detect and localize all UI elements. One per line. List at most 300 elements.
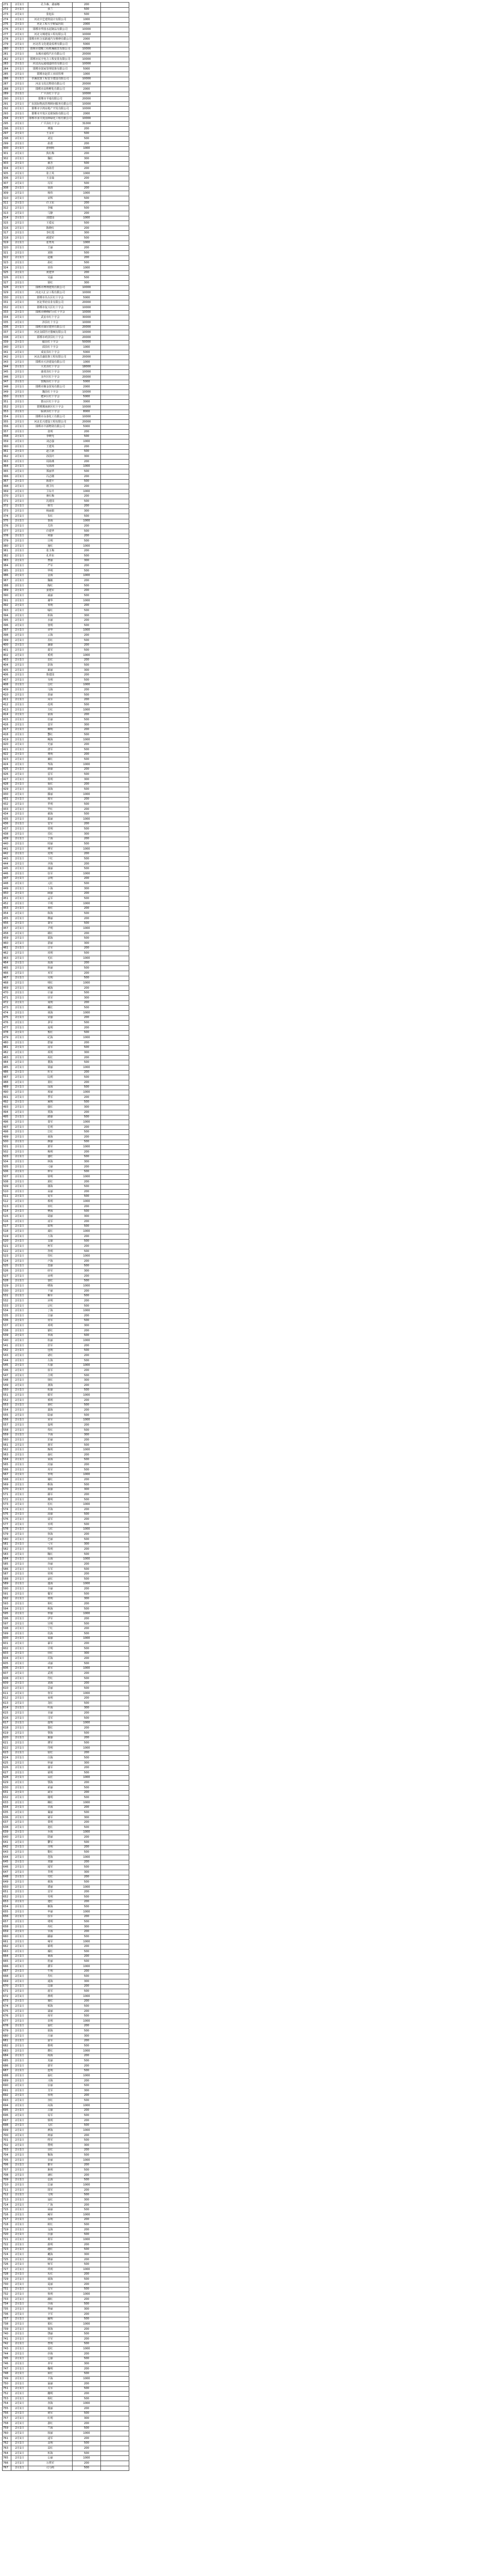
remark <box>101 1781 129 1786</box>
remark <box>101 295 129 300</box>
row-number: 755 <box>3 2406 11 2412</box>
donor-name: 邵海 <box>28 936 73 941</box>
table-row <box>3 1562 129 1567</box>
remark <box>101 2054 129 2059</box>
table-row <box>3 1155 129 1160</box>
donation-date: 2月1日 <box>11 380 28 385</box>
donor-name: 连明 <box>28 2069 73 2074</box>
donation-amount: 200 <box>73 1289 101 1294</box>
donation-date: 2月1日 <box>11 1343 28 1348</box>
donation-amount: 1000 <box>73 2347 101 2352</box>
donation-date: 2月1日 <box>11 1602 28 1607</box>
donation-amount: 200 <box>73 688 101 693</box>
donor-name: 谈海 <box>28 1011 73 1016</box>
donation-amount: 200 <box>73 226 101 231</box>
donor-name: 符红 <box>28 1676 73 1681</box>
remark <box>101 191 129 196</box>
row-number: 322 <box>3 256 11 261</box>
donor-name: 卓海 <box>28 1805 73 1810</box>
row-number: 588 <box>3 1577 11 1582</box>
donation-amount: 500 <box>73 812 101 817</box>
ledger-body <box>3 3 129 2471</box>
donation-amount: 200 <box>73 1984 101 1989</box>
donor-name: 甄明 <box>28 1448 73 1453</box>
table-row <box>3 2223 129 2228</box>
donation-amount: 300 <box>73 2198 101 2203</box>
table-row <box>3 22 129 27</box>
donation-amount: 500 <box>73 196 101 201</box>
donor-name: 邯山区红十字会 <box>28 400 73 405</box>
donation-date: 2月1日 <box>11 2118 28 2123</box>
donation-date: 2月1日 <box>11 107 28 112</box>
row-number: 343 <box>3 360 11 365</box>
donation-amount: 10000 <box>73 101 101 107</box>
donor-name: 张兰 <box>28 7 73 12</box>
remark <box>101 166 129 172</box>
table-row <box>3 544 129 549</box>
row-number: 649 <box>3 1880 11 1885</box>
donation-date: 2月1日 <box>11 2108 28 2113</box>
donation-amount: 500 <box>73 1224 101 1229</box>
donor-name: 滑红 <box>28 1403 73 1408</box>
donor-name: 家海 <box>28 1458 73 1463</box>
donation-date: 2月1日 <box>11 350 28 355</box>
remark <box>101 1756 129 1761</box>
remark <box>101 2059 129 2064</box>
remark <box>101 2312 129 2317</box>
table-row <box>3 1224 129 1229</box>
remark <box>101 37 129 42</box>
donation-amount: 200 <box>73 151 101 157</box>
donation-amount: 200 <box>73 861 101 867</box>
donation-amount: 50000 <box>73 340 101 345</box>
remark <box>101 2257 129 2262</box>
donor-name: 万俟军 <box>28 2461 73 2466</box>
donation-date: 2月1日 <box>11 1984 28 1989</box>
row-number: 446 <box>3 872 11 877</box>
donor-name: 傅军 <box>28 846 73 852</box>
table-row <box>3 270 129 276</box>
donation-date: 2月1日 <box>11 668 28 673</box>
table-row <box>3 1040 129 1045</box>
donor-name: 廖海 <box>28 2128 73 2133</box>
remark <box>101 926 129 931</box>
donor-name: 羿明 <box>28 1472 73 1478</box>
donation-amount: 200 <box>73 1329 101 1334</box>
donation-amount: 200 <box>73 2024 101 2029</box>
donation-amount: 500 <box>73 221 101 226</box>
table-row <box>3 87 129 92</box>
row-number: 374 <box>3 514 11 519</box>
row-number: 599 <box>3 1632 11 1637</box>
remark <box>101 767 129 772</box>
donation-date: 2月1日 <box>11 2223 28 2228</box>
row-number: 411 <box>3 698 11 703</box>
table-row <box>3 727 129 733</box>
donor-name: 古丽 <box>28 2108 73 2113</box>
donation-amount: 10000 <box>73 310 101 315</box>
row-number: 673 <box>3 1999 11 2004</box>
donation-date: 2月1日 <box>11 1274 28 1279</box>
donor-name: 赖红 <box>28 1800 73 1805</box>
donation-amount: 5000 <box>73 42 101 47</box>
donation-date: 2月1日 <box>11 1805 28 1810</box>
remark <box>101 1984 129 1989</box>
row-number: 636 <box>3 1815 11 1820</box>
table-row <box>3 1517 129 1522</box>
row-number: 430 <box>3 792 11 797</box>
remark <box>101 1190 129 1195</box>
table-row <box>3 1398 129 1403</box>
donation-amount: 200 <box>73 1835 101 1840</box>
donor-name: 赵立新 <box>28 449 73 454</box>
donation-amount: 500 <box>73 206 101 211</box>
table-row <box>3 156 129 161</box>
donation-amount: 200 <box>73 1944 101 1950</box>
donation-date: 2月1日 <box>11 1194 28 1199</box>
remark <box>101 2039 129 2044</box>
donation-amount: 200 <box>73 1900 101 1905</box>
donation-date: 2月1日 <box>11 1885 28 1890</box>
row-number: 759 <box>3 2426 11 2431</box>
table-row <box>3 2069 129 2074</box>
donation-date: 2月1日 <box>11 2396 28 2401</box>
donor-name: 全丽 <box>28 1587 73 1592</box>
donation-date: 2月1日 <box>11 1830 28 1835</box>
donation-amount: 2000 <box>73 37 101 42</box>
row-number: 543 <box>3 1353 11 1359</box>
donation-amount: 500 <box>73 991 101 996</box>
table-row <box>3 951 129 956</box>
donor-name: 霍明 <box>28 1224 73 1229</box>
table-row <box>3 32 129 37</box>
donation-amount: 500 <box>73 1060 101 1065</box>
donation-date: 2月1日 <box>11 1751 28 1756</box>
donation-date: 2月1日 <box>11 67 28 72</box>
donation-date: 2月1日 <box>11 762 28 768</box>
donor-name: 双丽 <box>28 1860 73 1865</box>
remark <box>101 1050 129 1056</box>
donation-date: 2月1日 <box>11 419 28 425</box>
donation-amount: 200 <box>73 876 101 882</box>
table-row <box>3 1030 129 1036</box>
donor-name: 临漳县红十字会 <box>28 410 73 415</box>
table-row <box>3 1522 129 1528</box>
table-row <box>3 127 129 132</box>
donor-name: 富军 <box>28 1517 73 1522</box>
donation-date: 2月1日 <box>11 1135 28 1140</box>
donation-amount: 500 <box>73 1358 101 1363</box>
donor-name: 牧明 <box>28 1547 73 1552</box>
donation-amount: 300 <box>73 1760 101 1766</box>
table-row <box>3 1706 129 1711</box>
row-number: 537 <box>3 1324 11 1329</box>
donor-name: 盛红 <box>28 1155 73 1160</box>
row-number: 394 <box>3 613 11 618</box>
remark <box>101 1805 129 1810</box>
row-number: 692 <box>3 2093 11 2098</box>
remark <box>101 1612 129 1617</box>
row-number: 734 <box>3 2302 11 2307</box>
remark <box>101 2158 129 2163</box>
row-number: 640 <box>3 1835 11 1840</box>
table-row <box>3 300 129 306</box>
donation-date: 2月1日 <box>11 991 28 996</box>
remark <box>101 916 129 921</box>
remark <box>101 1299 129 1304</box>
donation-amount: 500 <box>73 1428 101 1433</box>
donation-amount: 1000 <box>73 872 101 877</box>
donor-name: 崔军 <box>28 1368 73 1374</box>
donation-amount: 200 <box>73 767 101 772</box>
row-number: 695 <box>3 2108 11 2113</box>
donor-name: 魏县红十字会 <box>28 389 73 395</box>
donor-name: 习海 <box>28 2078 73 2083</box>
donation-amount: 200 <box>73 564 101 569</box>
donation-amount: 200 <box>73 603 101 608</box>
table-row <box>3 449 129 454</box>
row-number: 481 <box>3 1045 11 1050</box>
remark <box>101 97 129 102</box>
donation-date: 2月1日 <box>11 2392 28 2397</box>
donor-name: 曲红 <box>28 1453 73 1458</box>
donor-name: 云海 <box>28 633 73 638</box>
table-row <box>3 2113 129 2119</box>
remark <box>101 1537 129 1542</box>
remark <box>101 1428 129 1433</box>
donation-date: 2月1日 <box>11 1482 28 1487</box>
table-row <box>3 1001 129 1006</box>
remark <box>101 17 129 22</box>
donor-name: 干丽 <box>28 1289 73 1294</box>
table-row <box>3 2252 129 2258</box>
donation-date: 2月1日 <box>11 996 28 1001</box>
donor-name: 王永军 <box>28 131 73 137</box>
donor-name: 贲军 <box>28 1318 73 1324</box>
donation-amount: 200 <box>73 1423 101 1428</box>
donation-amount: 200 <box>73 931 101 936</box>
row-number: 653 <box>3 1900 11 1905</box>
table-row <box>3 876 129 882</box>
remark <box>101 1676 129 1681</box>
donation-amount: 30000 <box>73 315 101 320</box>
row-number: 291 <box>3 101 11 107</box>
remark <box>101 996 129 1001</box>
remark <box>101 449 129 454</box>
donation-date: 2月1日 <box>11 767 28 772</box>
table-row <box>3 231 129 236</box>
remark <box>101 2223 129 2228</box>
remark <box>101 127 129 132</box>
donation-amount: 500 <box>73 1403 101 1408</box>
table-row <box>3 1626 129 1632</box>
donation-amount: 500 <box>73 842 101 847</box>
row-number: 548 <box>3 1378 11 1383</box>
donation-date: 2月1日 <box>11 2113 28 2119</box>
row-number: 624 <box>3 1756 11 1761</box>
remark <box>101 1865 129 1870</box>
remark <box>101 2386 129 2392</box>
table-row <box>3 295 129 300</box>
donation-date: 2月1日 <box>11 2143 28 2148</box>
row-number: 510 <box>3 1190 11 1195</box>
table-row <box>3 1726 129 1731</box>
table-row <box>3 375 129 380</box>
row-number: 693 <box>3 2098 11 2104</box>
row-number: 325 <box>3 270 11 276</box>
donation-amount: 10000 <box>73 57 101 62</box>
remark <box>101 57 129 62</box>
donation-amount: 200 <box>73 1805 101 1810</box>
donation-amount: 200 <box>73 1478 101 1483</box>
donation-date: 2月1日 <box>11 2451 28 2456</box>
donor-name: 熊红 <box>28 1030 73 1036</box>
donor-name: 别海 <box>28 2029 73 2034</box>
donor-name: 刁丽 <box>28 1164 73 1170</box>
table-row <box>3 1279 129 1284</box>
donation-amount: 200 <box>73 246 101 251</box>
donor-name: 扈军 <box>28 1989 73 1994</box>
remark <box>101 1289 129 1294</box>
remark <box>101 1199 129 1205</box>
donation-amount: 300 <box>73 1706 101 1711</box>
table-row <box>3 112 129 117</box>
donor-name: 邰明 <box>28 1771 73 1776</box>
remark <box>101 42 129 47</box>
donation-date: 2月1日 <box>11 1969 28 1974</box>
table-row <box>3 2242 129 2247</box>
row-number: 344 <box>3 365 11 370</box>
donation-date: 2月1日 <box>11 1234 28 1239</box>
donation-date: 2月1日 <box>11 1905 28 1910</box>
donor-name: 邱县红十字会 <box>28 345 73 350</box>
donation-amount: 300 <box>73 1269 101 1274</box>
table-row <box>3 1840 129 1845</box>
table-row <box>3 131 129 137</box>
table-row <box>3 1269 129 1274</box>
row-number: 615 <box>3 1711 11 1716</box>
donation-amount: 300 <box>73 558 101 564</box>
row-number: 578 <box>3 1527 11 1532</box>
row-number: 643 <box>3 1850 11 1855</box>
donation-date: 2月1日 <box>11 772 28 777</box>
row-number: 767 <box>3 2466 11 2471</box>
row-number: 511 <box>3 1194 11 1199</box>
row-number: 323 <box>3 261 11 266</box>
row-number: 686 <box>3 2063 11 2069</box>
remark <box>101 1562 129 1567</box>
row-number: 658 <box>3 1924 11 1929</box>
row-number: 416 <box>3 722 11 727</box>
table-row <box>3 1100 129 1105</box>
donation-date: 2月1日 <box>11 2446 28 2451</box>
donor-name: 冀红 <box>28 1999 73 2004</box>
donation-amount: 200 <box>73 946 101 951</box>
donation-date: 2月1日 <box>11 122 28 127</box>
table-row <box>3 1463 129 1468</box>
donor-name: 梁丽 <box>28 1065 73 1071</box>
remark <box>101 827 129 832</box>
table-row <box>3 673 129 678</box>
row-number: 672 <box>3 1994 11 1999</box>
remark <box>101 1835 129 1840</box>
row-number: 613 <box>3 1701 11 1706</box>
table-row <box>3 216 129 221</box>
remark <box>101 787 129 792</box>
donation-amount: 200 <box>73 1517 101 1522</box>
remark <box>101 1368 129 1374</box>
row-number: 764 <box>3 2451 11 2456</box>
table-row <box>3 1160 129 1165</box>
remark <box>101 1641 129 1647</box>
remark <box>101 598 129 603</box>
donor-name: 印明 <box>28 1745 73 1751</box>
donation-amount: 200 <box>73 742 101 748</box>
donation-date: 2月1日 <box>11 375 28 380</box>
remark <box>101 1060 129 1065</box>
row-number: 315 <box>3 221 11 226</box>
donor-name: 山海 <box>28 1557 73 1562</box>
remark <box>101 22 129 27</box>
row-number: 457 <box>3 926 11 931</box>
remark <box>101 1582 129 1587</box>
remark <box>101 752 129 757</box>
table-row <box>3 1935 129 1940</box>
row-number: 276 <box>3 27 11 32</box>
donor-name: 闻军 <box>28 1865 73 1870</box>
donation-amount: 500 <box>73 1373 101 1378</box>
remark <box>101 265 129 270</box>
donation-date: 2月1日 <box>11 519 28 524</box>
donation-date: 2月1日 <box>11 966 28 971</box>
donor-name: 文明 <box>28 2193 73 2198</box>
table-row <box>3 1944 129 1950</box>
row-number: 332 <box>3 306 11 311</box>
remark <box>101 707 129 713</box>
donor-name: 危明 <box>28 1125 73 1130</box>
row-number: 765 <box>3 2456 11 2461</box>
donation-date: 2月1日 <box>11 534 28 539</box>
donation-amount: 1000 <box>73 1145 101 1150</box>
donation-date: 2月1日 <box>11 131 28 137</box>
donation-date: 2月1日 <box>11 306 28 311</box>
table-row <box>3 1244 129 1249</box>
remark <box>101 956 129 961</box>
donation-date: 2月1日 <box>11 1075 28 1080</box>
remark <box>101 2143 129 2148</box>
table-row <box>3 1587 129 1592</box>
row-number: 552 <box>3 1398 11 1403</box>
donation-date: 2月1日 <box>11 658 28 663</box>
table-row <box>3 1403 129 1408</box>
donation-date: 2月1日 <box>11 514 28 519</box>
remark <box>101 1875 129 1880</box>
row-number: 662 <box>3 1944 11 1950</box>
row-number: 761 <box>3 2436 11 2441</box>
table-row <box>3 509 129 514</box>
row-number: 298 <box>3 137 11 142</box>
donation-date: 2月1日 <box>11 1606 28 1612</box>
table-row <box>3 7 129 12</box>
donation-date: 2月1日 <box>11 911 28 917</box>
remark <box>101 1666 129 1671</box>
table-row <box>3 2461 129 2466</box>
row-number: 597 <box>3 1621 11 1626</box>
row-number: 733 <box>3 2297 11 2302</box>
row-number: 625 <box>3 1760 11 1766</box>
donor-name: 河北工程大学附属医院 <box>28 22 73 27</box>
remark <box>101 107 129 112</box>
